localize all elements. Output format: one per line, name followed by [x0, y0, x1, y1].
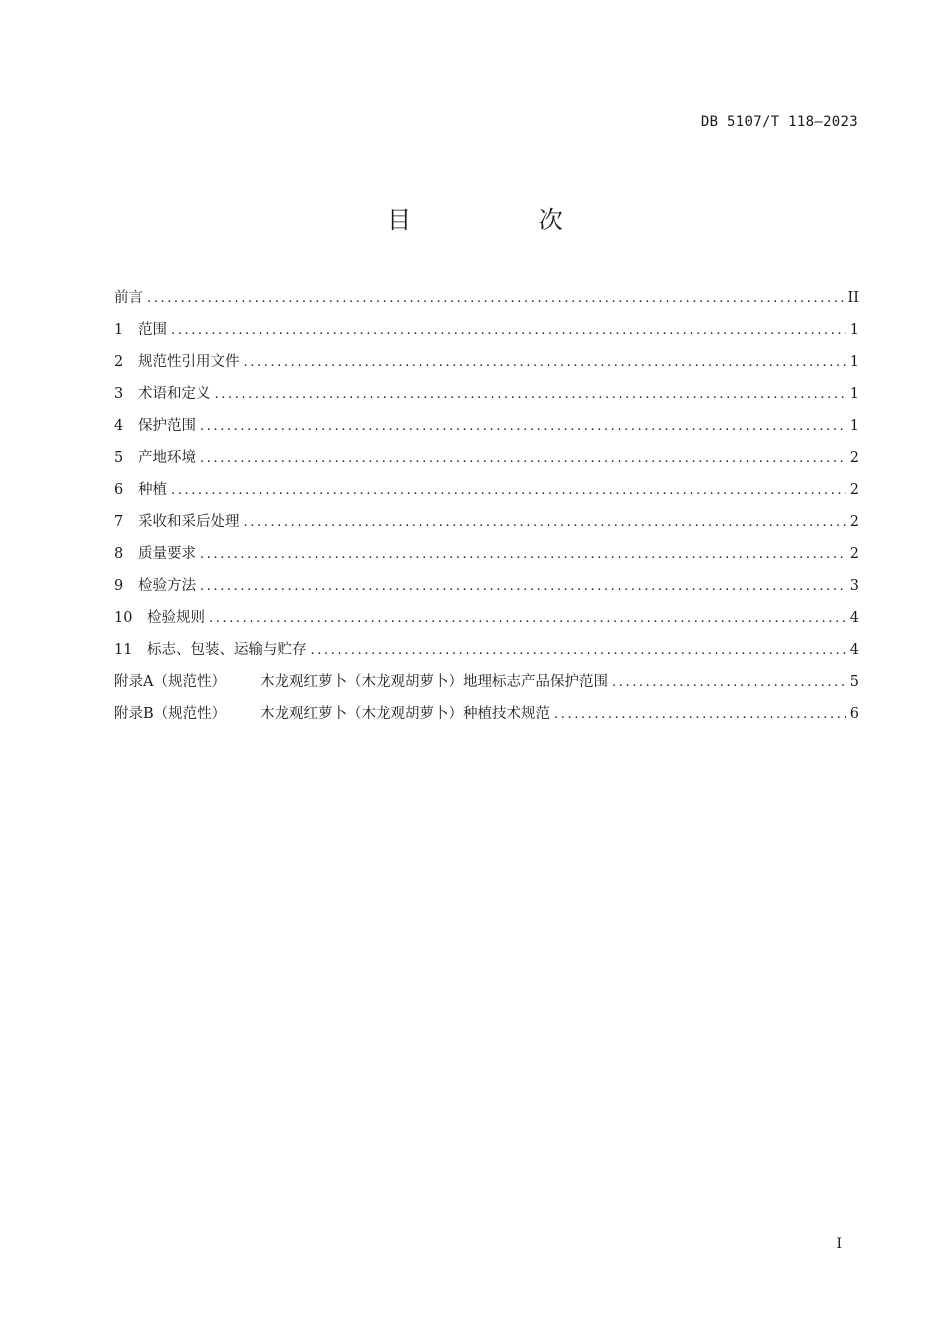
toc-entry-text: 木龙观红萝卜（木龙观胡萝卜）地理标志产品保护范围 — [260, 674, 608, 690]
toc-leader-dots — [311, 643, 846, 658]
toc-entry-5[interactable] — [114, 446, 859, 478]
toc-entry-number: 11 — [114, 642, 133, 658]
toc-entry-number: 2 — [114, 354, 124, 370]
toc-entry-page: 4 — [849, 642, 859, 658]
toc-entry-number: 4 — [114, 418, 124, 434]
toc-entry-text: 前言 — [114, 290, 143, 306]
toc-entry-foreword[interactable] — [114, 286, 859, 318]
toc-entry-11[interactable] — [114, 638, 859, 670]
toc-entry-page: 3 — [849, 578, 859, 594]
toc-entry-text: 规范性引用文件 — [138, 354, 240, 370]
toc-leader-dots — [200, 451, 846, 466]
toc-entry-text: 质量要求 — [138, 546, 196, 562]
toc-leader-dots — [200, 579, 846, 594]
page-number: I — [836, 1236, 842, 1252]
toc-entry-text: 检验规则 — [147, 610, 205, 626]
toc-entry-8[interactable] — [114, 542, 859, 574]
toc-entry-text: 标志、包装、运输与贮存 — [147, 642, 307, 658]
document-code: DB 5107/T 118—2023 — [700, 114, 858, 130]
toc-leader-dots — [200, 547, 846, 562]
toc-appendix-prefix: 附录A（规范性） — [114, 674, 226, 690]
toc-entry-number: 10 — [114, 610, 133, 626]
toc-leader-dots — [554, 707, 846, 722]
toc-entry-text: 范围 — [138, 322, 167, 338]
toc-entry-page: 5 — [849, 674, 859, 690]
toc-entry-page: 2 — [849, 514, 859, 530]
toc-appendix-prefix: 附录B（规范性） — [114, 706, 227, 722]
toc-entry-3[interactable] — [114, 382, 859, 414]
toc-leader-dots — [244, 355, 846, 370]
toc-entry-number: 5 — [114, 450, 124, 466]
toc-leader-dots — [147, 291, 844, 306]
toc-entry-number: 6 — [114, 482, 124, 498]
toc-entry-2[interactable] — [114, 350, 859, 382]
toc-entry-text: 保护范围 — [138, 418, 196, 434]
toc-leader-dots — [200, 419, 846, 434]
toc-entry-10[interactable] — [114, 606, 859, 638]
toc-entry-7[interactable] — [114, 510, 859, 542]
toc-leader-dots — [209, 611, 846, 626]
toc-entry-text: 术语和定义 — [138, 386, 211, 402]
toc-entry-page: 6 — [849, 706, 859, 722]
toc-entry-9[interactable] — [114, 574, 859, 606]
toc-entry-text: 种植 — [138, 482, 167, 498]
page-title: 目 次 — [387, 206, 623, 234]
toc-entry-appendix-a[interactable] — [114, 670, 859, 702]
toc-entry-4[interactable] — [114, 414, 859, 446]
table-of-contents — [114, 286, 859, 734]
toc-entry-number: 3 — [114, 386, 124, 402]
toc-entry-number: 9 — [114, 578, 124, 594]
toc-entry-page: 2 — [849, 450, 859, 466]
toc-leader-dots — [244, 515, 846, 530]
toc-entry-number: 8 — [114, 546, 124, 562]
toc-leader-dots — [171, 483, 846, 498]
toc-leader-dots — [171, 323, 846, 338]
toc-entry-text: 产地环境 — [138, 450, 196, 466]
toc-entry-text: 采收和采后处理 — [138, 514, 240, 530]
toc-entry-page: 1 — [849, 386, 859, 402]
toc-entry-text: 木龙观红萝卜（木龙观胡萝卜）种植技术规范 — [260, 706, 550, 722]
toc-entry-6[interactable] — [114, 478, 859, 510]
toc-entry-page: 2 — [849, 482, 859, 498]
toc-entry-number: 1 — [114, 322, 124, 338]
toc-entry-appendix-b[interactable] — [114, 702, 859, 734]
toc-entry-page: II — [847, 290, 859, 306]
toc-entry-page: 4 — [849, 610, 859, 626]
toc-entry-text: 检验方法 — [138, 578, 196, 594]
toc-entry-1[interactable] — [114, 318, 859, 350]
toc-leader-dots — [612, 675, 846, 690]
toc-entry-number: 7 — [114, 514, 124, 530]
toc-leader-dots — [215, 387, 846, 402]
toc-entry-page: 1 — [849, 418, 859, 434]
toc-entry-page: 1 — [849, 322, 859, 338]
toc-entry-page: 1 — [849, 354, 859, 370]
toc-entry-page: 2 — [849, 546, 859, 562]
